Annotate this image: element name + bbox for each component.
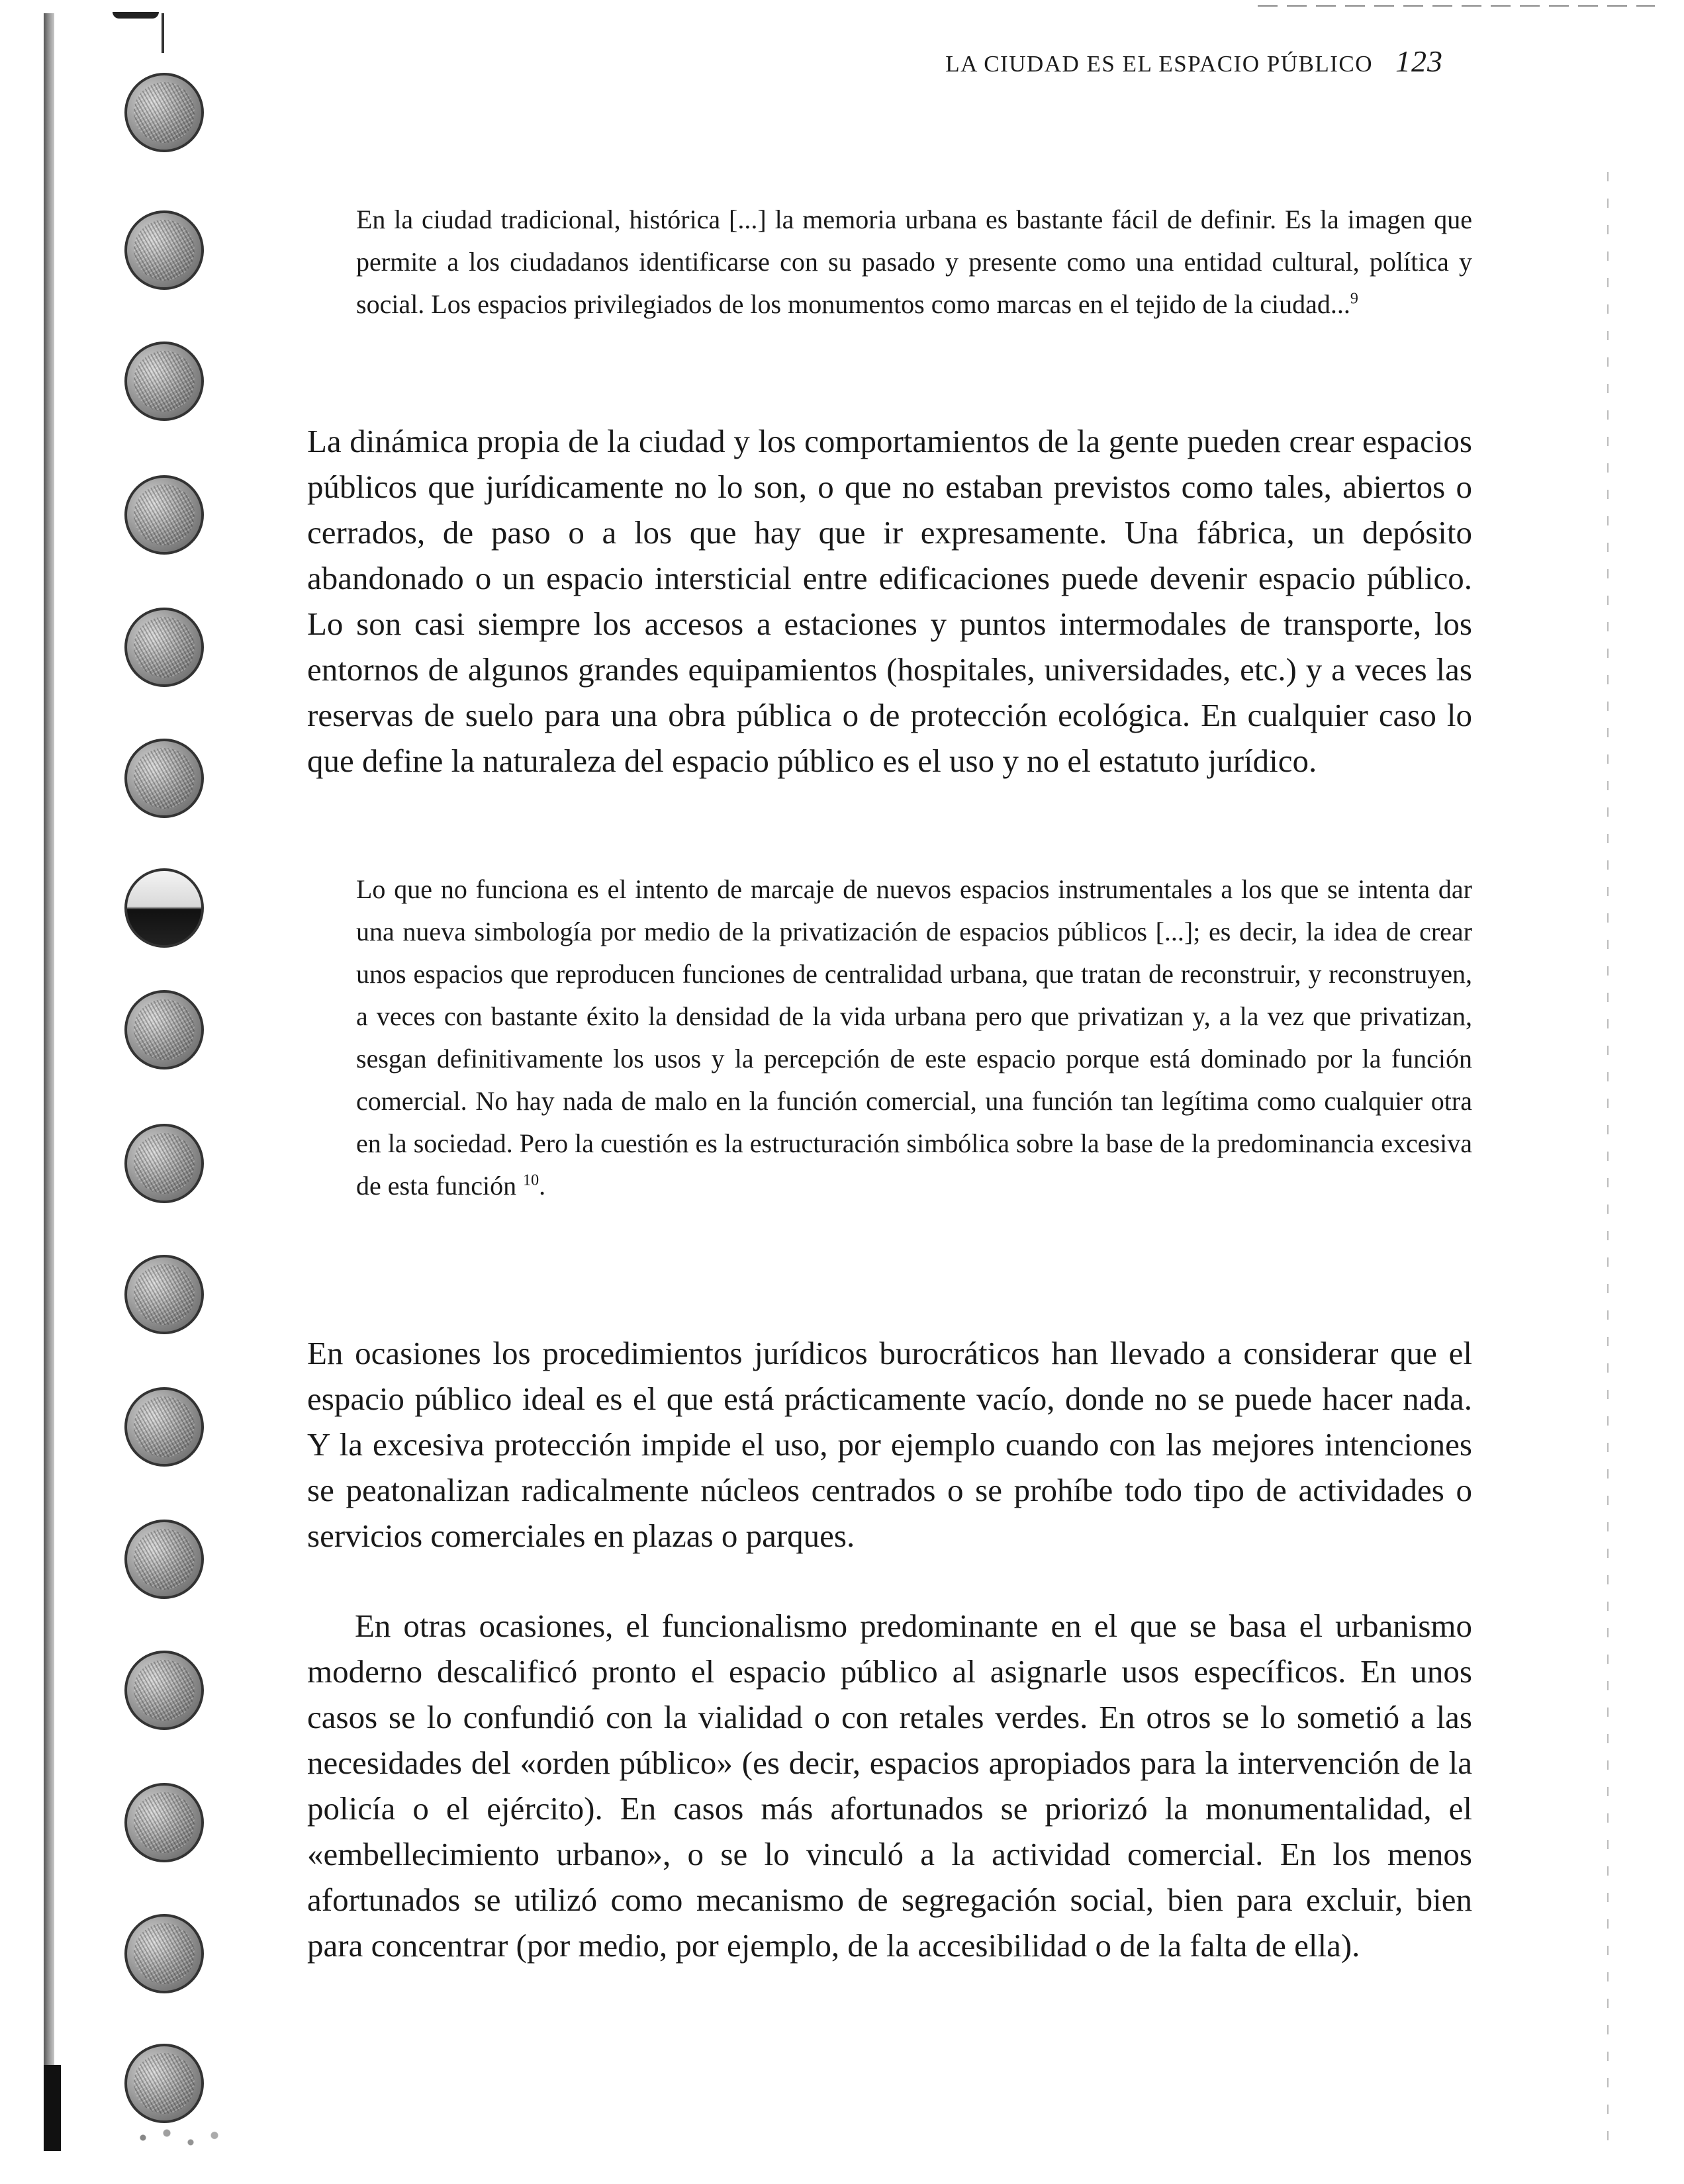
body-paragraph: En ocasiones los procedimientos jurídicos burocráticos han llevado a considerar que el espacio público ideal es el que está prácticamente vacío, donde no se puede hacer nada. Y la excesiva protección impide el uso, por ejemplo cuando con las mejores intenciones se peatonalizan radicalmente núcleos centrados o se prohíbe todo tipo de actividades o servicios comerciales en plazas o parques. bbox=[307, 1335, 1472, 1554]
running-header bbox=[662, 44, 1443, 79]
binding-hole bbox=[124, 475, 204, 555]
quote-text: Lo que no funciona es el intento de marcaje de nuevos espacios instrumentales a los que se intenta dar una nueva simbología por medio de la privatización de espacios públicos [...]; es decir, la idea de crear unos espacios que reproducen funciones de centralidad urbana, que tratan de reconstruir, y reconstruyen, a veces con bastante éxito la densidad de la vida urbana pero que privatizan y, a la vez que privatizan, sesgan definitivamente los usos y la percepción de este espacio porque está dominado por la función comercial. No hay nada de malo en la función comercial, una función tan legítima como cualquier otra en la sociedad. Pero la cuestión es la estructuración simbólica sobre la base de la predominancia excesiva de esta función bbox=[356, 874, 1472, 1201]
binding-hole bbox=[124, 1783, 204, 1862]
quote-trailing-period: . bbox=[539, 1171, 546, 1201]
footnote-marker: 10 bbox=[523, 1171, 539, 1189]
binding-hole bbox=[124, 739, 204, 818]
binding-hole bbox=[124, 2044, 204, 2123]
binding-hole bbox=[124, 1651, 204, 1730]
block-quote bbox=[356, 199, 1472, 326]
header-title: LA CIUDAD ES EL ESPACIO PÚBLICO bbox=[945, 51, 1373, 77]
right-edge-line bbox=[1607, 172, 1609, 2144]
binding-hole bbox=[124, 210, 204, 290]
scan-smudge bbox=[119, 2115, 238, 2161]
binding-hole bbox=[124, 1520, 204, 1599]
quote-text: En la ciudad tradicional, histórica [...] la memoria urbana es bastante fácil de definir. Es la imagen que permite a los ciudadanos identificarse con su pasado y presente como una entidad cultural, política y social. Los espacios privilegiados de los monumentos como marcas en el tejido de la ciudad... bbox=[356, 205, 1472, 319]
body-paragraph: En otras ocasiones, el funcionalismo predominante en el que se basa el urbanismo moderno descalificó pronto el espacio público al asignarle usos específicos. En unos casos se lo confundió con la vialidad o con retales verdes. En otros se lo sometió a las necesidades del «orden público» (es decir, espacios apropiados para la intervención de la policía o el ejército). En casos más afortunados se priorizó la monumentalidad, el «embellecimiento urbano», o se lo vinculó a la actividad comercial. En los menos afortunados se utilizó como mecanismo de segregación social, bien para excluir, bien para concentrar (por medio, por ejemplo, de la accesibilidad o de la falta de ella). bbox=[307, 1608, 1472, 1964]
binding-hole bbox=[124, 608, 204, 687]
binding-hole bbox=[124, 1914, 204, 1993]
body-paragraph: La dinámica propia de la ciudad y los comportamientos de la gente pueden crear espacios públicos que jurídicamente no lo son, o que no estaban previstos como tales, abiertos o cerrados, de paso o a los que hay que ir expresamente. Una fábrica, un depósito abandonado o un espacio intersticial entre edificaciones puede devenir espacio público. Lo son casi siempre los accesos a estaciones y puntos intermodales de transporte, los entornos de algunos grandes equipamientos (hospitales, universidades, etc.) y a veces las reservas de suelo para una obra pública o de protección ecológica. En cualquier caso lo que define la naturaleza del espacio público es el uso y no el estatuto jurídico. bbox=[307, 423, 1472, 779]
binding-hole bbox=[124, 341, 204, 421]
binding-hole bbox=[124, 1255, 204, 1334]
binding-hole bbox=[124, 73, 204, 152]
block-quote bbox=[356, 868, 1472, 1207]
page-number: 123 bbox=[1395, 44, 1443, 78]
binding-edge-shadow bbox=[44, 2065, 61, 2151]
binding-hole bbox=[124, 990, 204, 1069]
binding-hole bbox=[124, 1124, 204, 1203]
top-edge-rule bbox=[1258, 5, 1655, 7]
binding-top-mark bbox=[113, 12, 159, 19]
footnote-marker: 9 bbox=[1350, 290, 1358, 308]
binding-edge bbox=[44, 13, 54, 2144]
binding-hole bbox=[124, 1387, 204, 1467]
binding-top-tick bbox=[162, 13, 164, 53]
binding-hole bbox=[124, 868, 204, 948]
